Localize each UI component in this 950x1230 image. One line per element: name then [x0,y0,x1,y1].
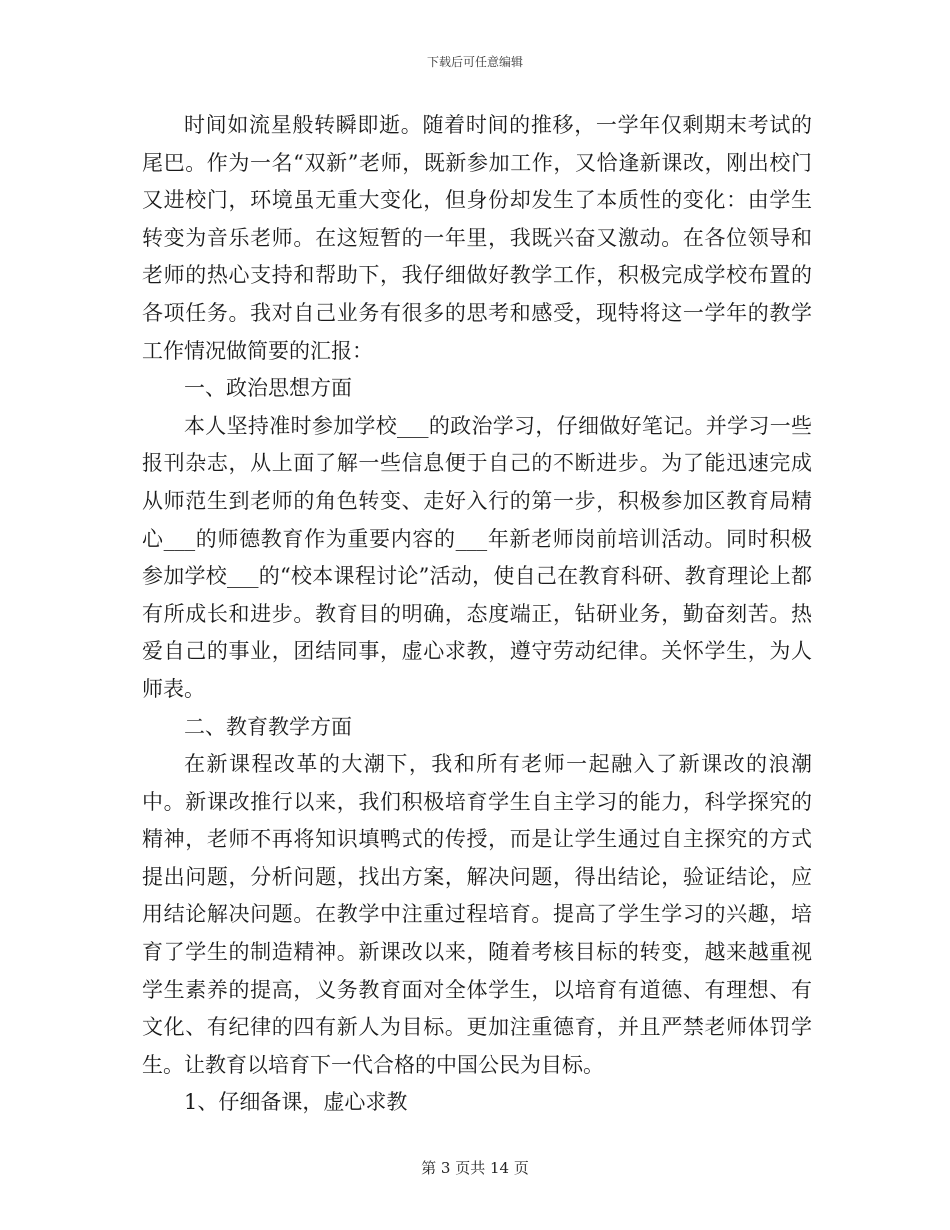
page-header: 下载后可任意编辑 [426,55,523,69]
teaching-paragraph: 在新课程改革的大潮下，我和所有老师一起融入了新课改的浪潮中。新课改推行以来，我们积极培育学生自主学习的能力，科学探究的精神，老师不再将知识填鸭式的传授，而是让学生通过自主探究的方式提出问题，分析问题，找出方案，解决问题，得出结论，验证结论，应用结论解决问题。在教学中注重过程培育。提高了学生学习的兴趣，培育了学生的制造精神。新课改以来，随着考核目标的转变，越来越重视学生素养的提高，义务教育面对全体学生，以培育有道德、有理想、有文化、有纪律的四有新人为目标。更加注重德育，并且严禁老师体罚学生。让教育以培育下一代合格的中国公民为目标。 [142,752,812,1077]
section-heading-politics: 一、政治思想方面 [184,376,352,401]
intro-paragraph: 时间如流星般转瞬即逝。随着时间的推移，一学年仅剩期末考试的尾巴。作为一名“双新”老师，既新参加工作，又恰逢新课改，刚出校门又进校门，环境虽无重大变化，但身份却发生了本质性的变化：由学生转变为音乐老师。在这短暂的一年里，我既兴奋又激动。在各位领导和老师的热心支持和帮助下，我仔细做好教学工作，积极完成学校布置的各项任务。我对自己业务有很多的思考和感受，现特将这一学年的教学工作情况做简要的汇报： [142,113,812,363]
document-body [142,107,812,1122]
politics-paragraph: 本人坚持准时参加学校___的政治学习，仔细做好笔记。并学习一些报刊杂志，从上面了解一些信息便于自己的不断进步。为了能迅速完成从师范生到老师的角色转变、走好入行的第一步，积极参加区教育局精心___的师德教育作为重要内容的___年新老师岗前培训活动。同时积极参加学校___的“校本课程讨论”活动，使自己在教育科研、教育理论上都有所成长和进步。教育目的明确，态度端正，钻研业务，勤奋刻苦。热爱自己的事业，团结同事，虚心求教，遵守劳动纪律。关怀学生，为人师表。 [142,413,812,701]
page-number: 第 3 页共 14 页 [421,1159,529,1177]
section-heading-teaching: 二、教育教学方面 [184,714,352,739]
subsection-heading-lesson-prep: 1、仔细备课，虚心求教 [184,1090,408,1115]
